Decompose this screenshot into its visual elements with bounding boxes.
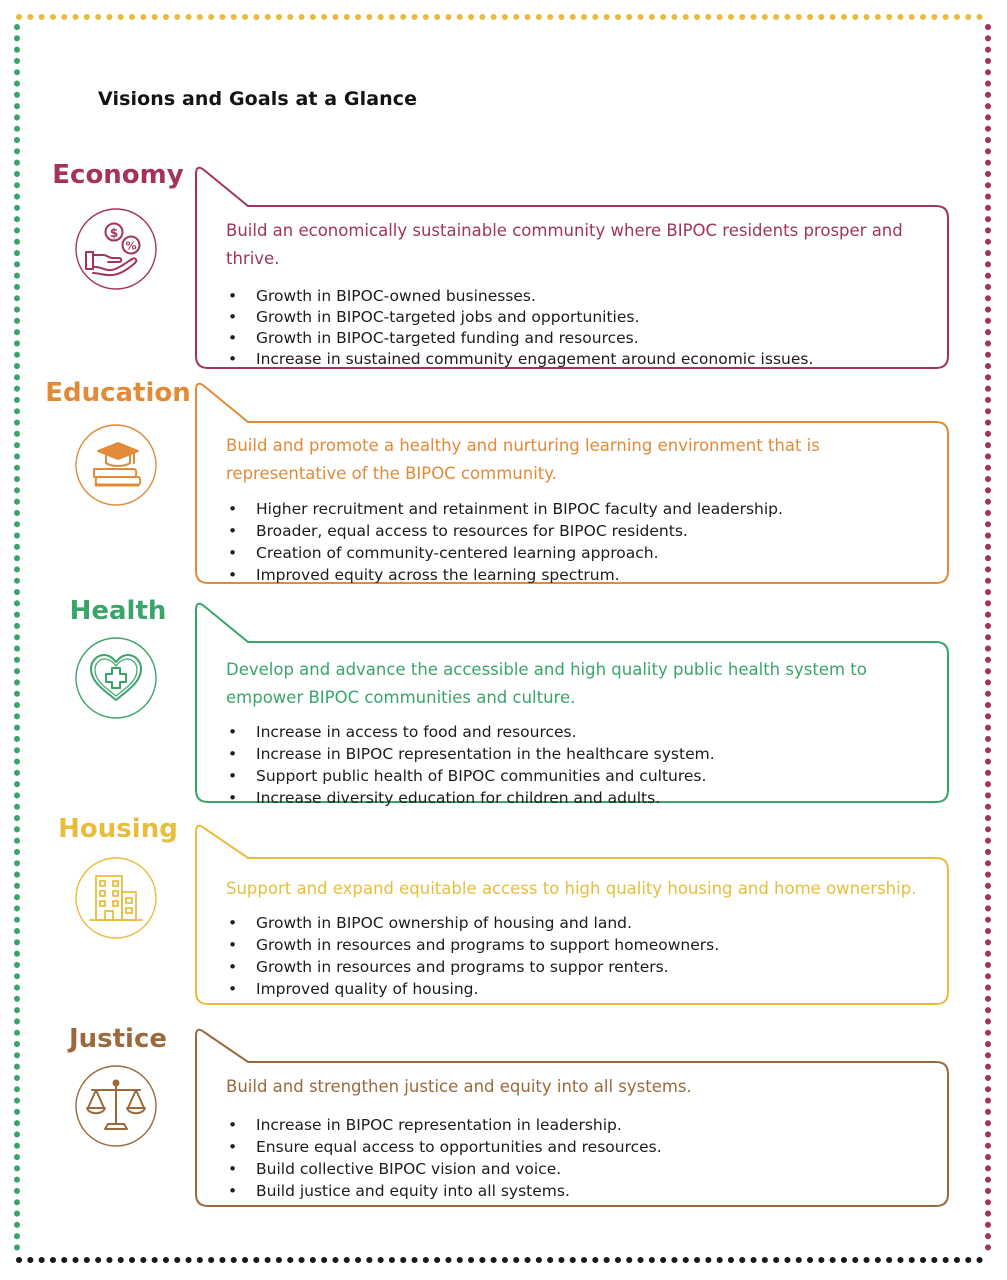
scales-of-justice-icon — [74, 1064, 158, 1148]
goal-list — [226, 286, 942, 370]
vision-statement: Develop and advance the accessible and high quality public health system to empower BIPOC communities and culture. — [226, 660, 867, 707]
goal-item: • Growth in BIPOC-targeted jobs and opportunities. — [226, 307, 942, 328]
vision-callout — [190, 818, 954, 1008]
goal-item: • Increase in sustained community engagement around economic issues. — [226, 349, 942, 370]
goal-item: • Ensure equal access to opportunities and resources. — [226, 1136, 942, 1158]
goal-item: • Increase in BIPOC representation in the healthcare system. — [226, 743, 942, 765]
section-title: Education — [45, 378, 191, 408]
goal-item: • Increase in BIPOC representation in leadership. — [226, 1114, 942, 1136]
goal-list — [226, 721, 942, 809]
graduation-cap-books-icon — [74, 423, 158, 507]
section-title: Health — [69, 596, 167, 626]
goal-item: • Broader, equal access to resources for BIPOC residents. — [226, 520, 942, 542]
top-dotted-border — [16, 12, 991, 22]
goal-item: • Growth in BIPOC ownership of housing and land. — [226, 912, 942, 934]
vision-statement: Support and expand equitable access to high quality housing and home ownership. — [226, 879, 917, 898]
vision-callout — [190, 376, 954, 587]
goal-item: • Growth in resources and programs to support homeowners. — [226, 934, 942, 956]
vision-statement: Build an economically sustainable community where BIPOC residents prosper and thrive. — [226, 221, 903, 268]
money-hand-icon — [74, 207, 158, 291]
vision-statement: Build and promote a healthy and nurturing learning environment that is representative of the BIPOC community. — [226, 436, 820, 483]
vision-callout — [190, 160, 954, 372]
goal-item: • Growth in BIPOC-targeted funding and resources. — [226, 328, 942, 349]
goal-item: • Build justice and equity into all systems. — [226, 1180, 942, 1202]
goal-item: • Higher recruitment and retainment in BIPOC faculty and leadership. — [226, 498, 942, 520]
goal-list — [226, 498, 942, 586]
svg-text:$: $ — [109, 226, 119, 240]
goal-item: • Improved equity across the learning spectrum. — [226, 564, 942, 586]
svg-text:%: % — [125, 239, 137, 253]
goal-list — [226, 912, 942, 1000]
goal-item: • Creation of community-centered learning approach. — [226, 542, 942, 564]
bottom-dotted-border — [16, 1255, 991, 1265]
vision-callout — [190, 596, 954, 806]
heart-plus-icon — [74, 636, 158, 720]
goal-item: • Increase diversity education for children and adults. — [226, 787, 942, 809]
right-dotted-border — [983, 24, 993, 1260]
goal-item: • Growth in BIPOC-owned businesses. — [226, 286, 942, 307]
goal-item: • Improved quality of housing. — [226, 978, 942, 1000]
section-title: Economy — [52, 160, 184, 190]
goal-list — [226, 1114, 942, 1202]
vision-callout — [190, 1022, 954, 1210]
goal-item: • Support public health of BIPOC communities and cultures. — [226, 765, 942, 787]
goal-item: • Build collective BIPOC vision and voice. — [226, 1158, 942, 1180]
goal-item: • Increase in access to food and resources. — [226, 721, 942, 743]
section-title: Housing — [58, 814, 178, 844]
section-title: Justice — [68, 1024, 168, 1054]
goal-item: • Growth in resources and programs to suppor renters. — [226, 956, 942, 978]
left-dotted-border — [12, 24, 22, 1260]
buildings-icon — [74, 856, 158, 940]
vision-statement: Build and strengthen justice and equity into all systems. — [226, 1077, 692, 1096]
page-title: Visions and Goals at a Glance — [98, 88, 418, 110]
